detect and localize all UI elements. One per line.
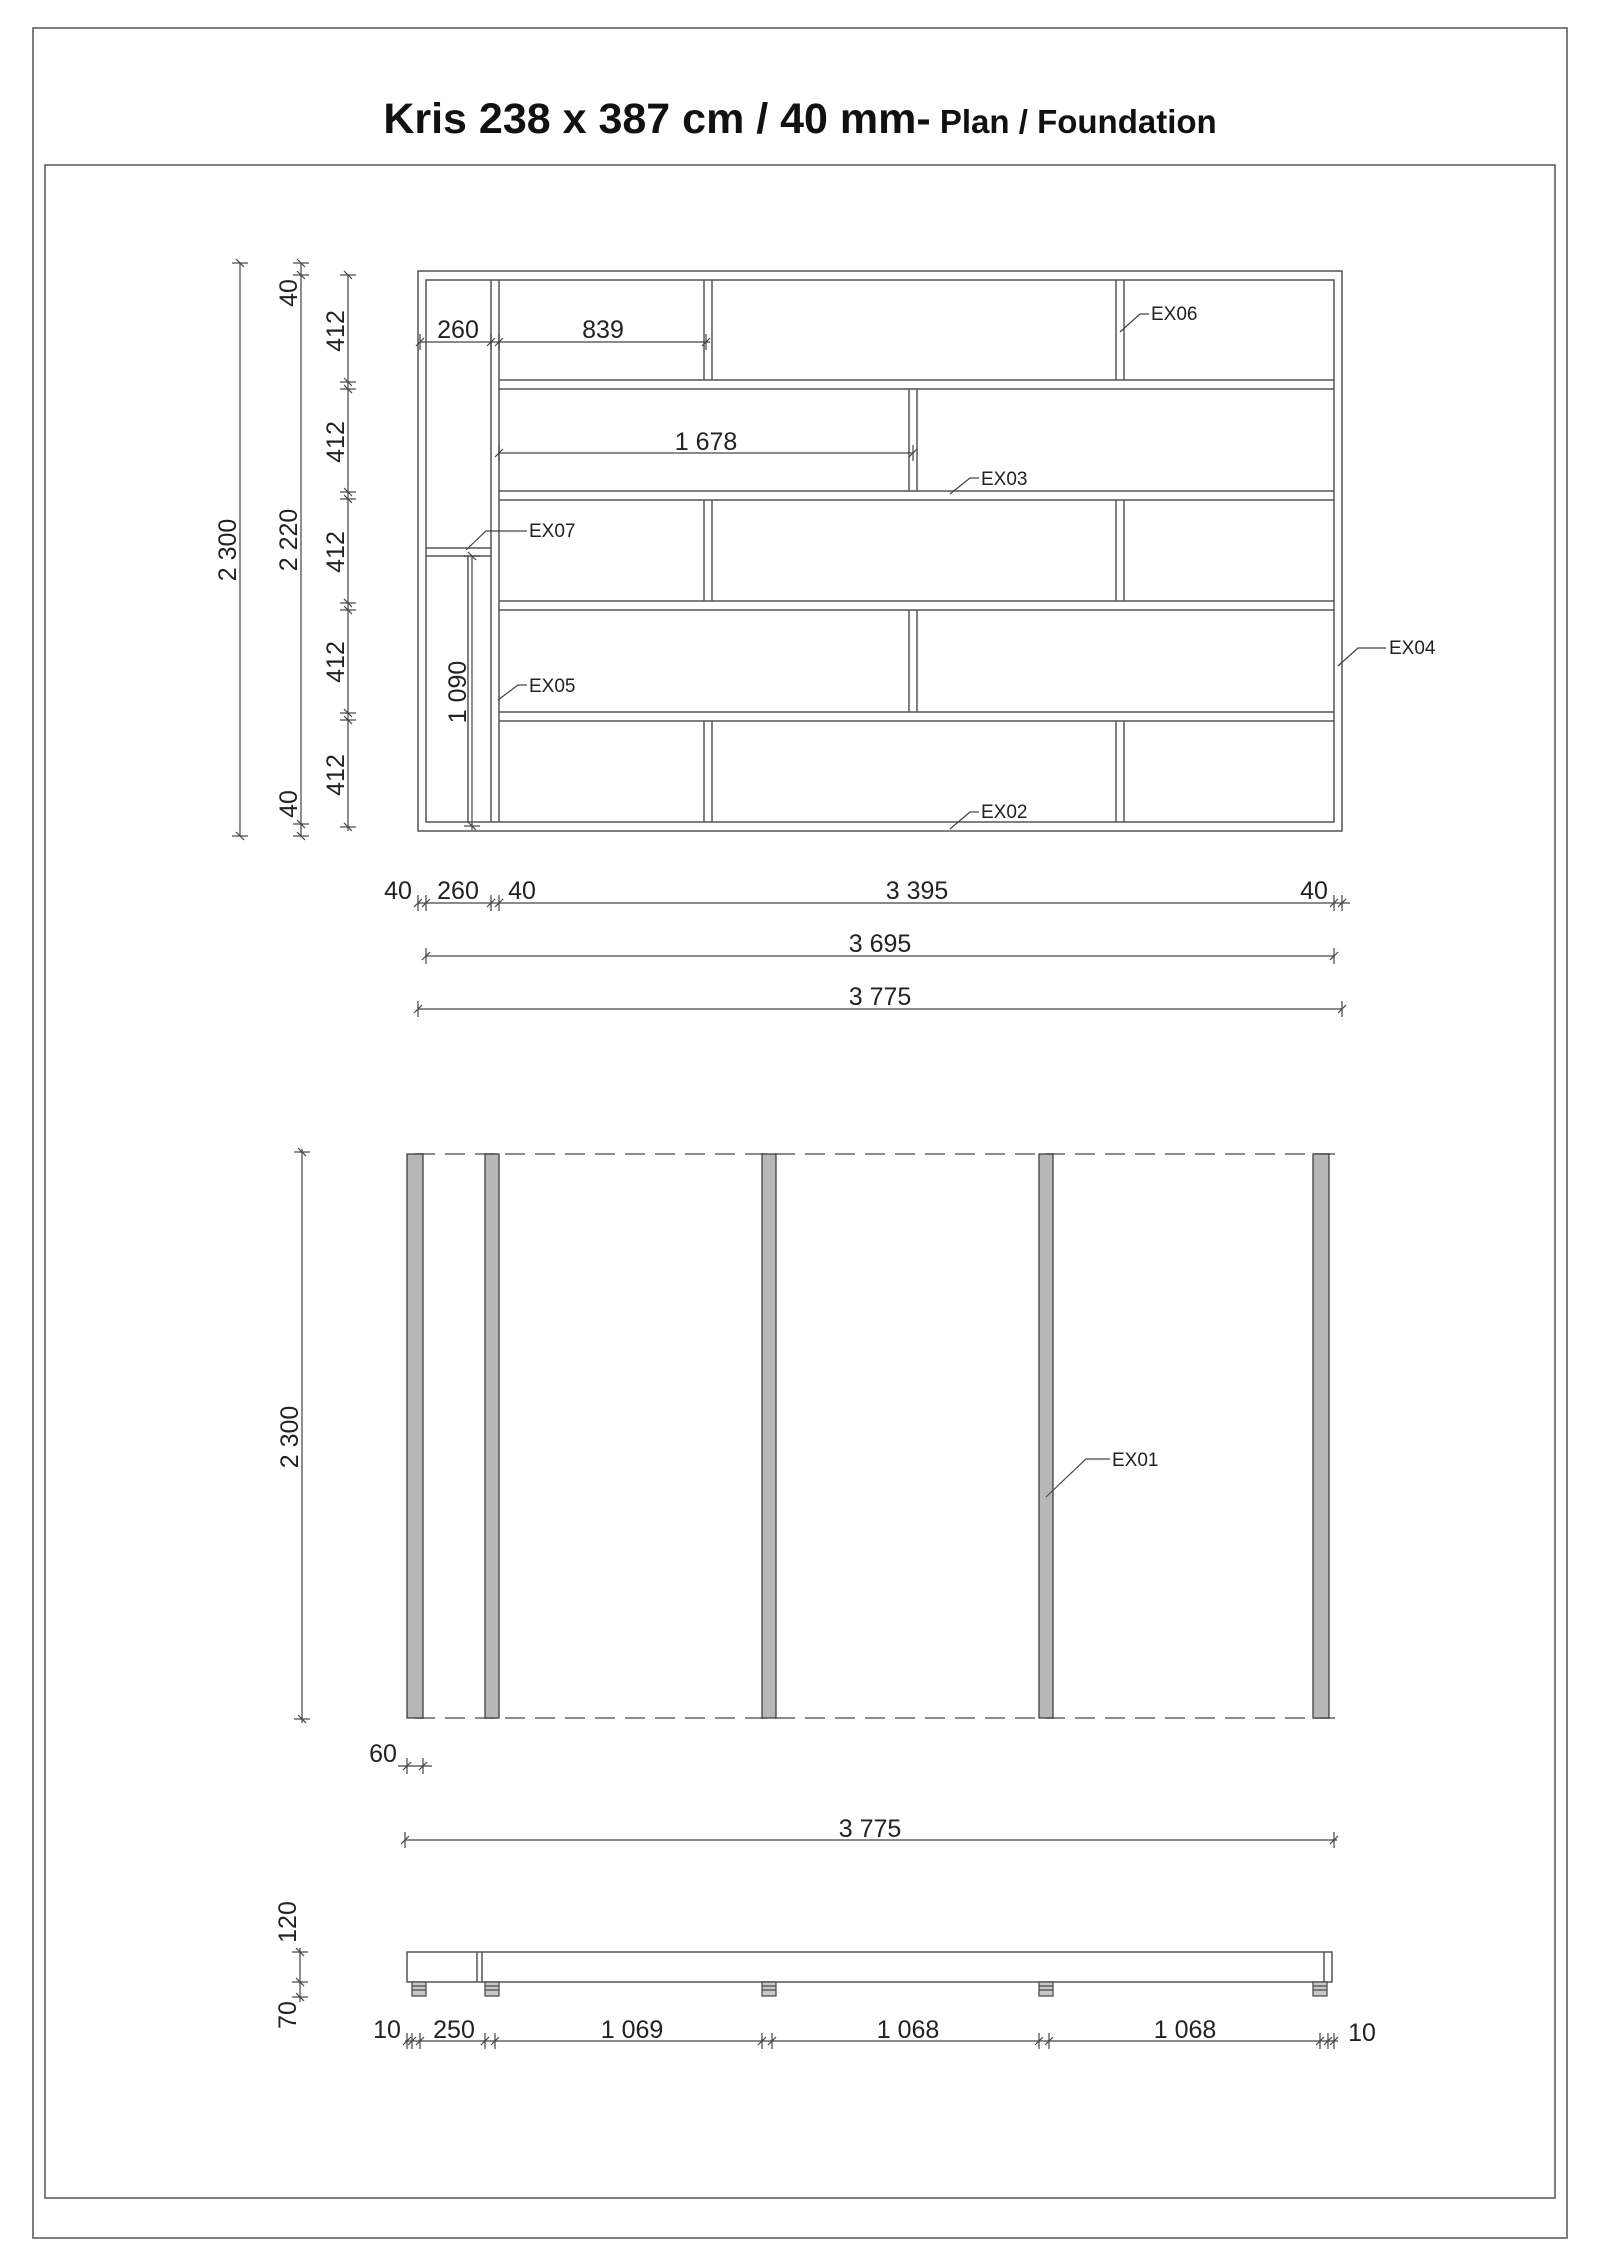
dim-overall-height: 2 300 bbox=[214, 518, 242, 582]
dim-bot-40-mid: 40 bbox=[508, 877, 536, 905]
foundation-beam bbox=[1039, 1154, 1053, 1718]
foundation-beam bbox=[407, 1154, 423, 1718]
dim-inner-width: 3 695 bbox=[848, 930, 912, 958]
title-main: Kris 238 x 387 cm / 40 mm- bbox=[383, 95, 931, 143]
floor-panel bbox=[407, 1952, 1332, 1982]
dim-bot-40-left: 40 bbox=[384, 877, 412, 905]
dim-course-4: 412 bbox=[322, 641, 350, 683]
dim-foundation-depth: 2 300 bbox=[276, 1405, 304, 1469]
plan-view bbox=[418, 271, 1342, 831]
foundation-view bbox=[407, 1154, 1336, 1718]
dim-course-2: 412 bbox=[322, 421, 350, 463]
foundation-dimension-lines bbox=[294, 1148, 1338, 1848]
label-ex06: EX06 bbox=[1151, 304, 1198, 325]
dim-height-70: 70 bbox=[274, 2001, 302, 2029]
foundation-beam bbox=[485, 1154, 499, 1718]
elevation-beams bbox=[412, 1982, 1327, 1996]
dim-bot-40-right: 40 bbox=[1300, 877, 1328, 905]
dim-course-3: 412 bbox=[322, 531, 350, 573]
label-ex01: EX01 bbox=[1112, 1450, 1159, 1471]
foundation-beam bbox=[762, 1154, 776, 1718]
dim-end-top: 40 bbox=[275, 279, 303, 307]
dim-foundation-width: 3 775 bbox=[838, 1815, 902, 1843]
dim-span-1068-b: 1 068 bbox=[1153, 2016, 1217, 2044]
plan-inner-wall bbox=[426, 280, 1334, 822]
plan-outer-wall bbox=[418, 271, 1342, 831]
dim-end-bottom: 40 bbox=[275, 790, 303, 818]
label-ex03: EX03 bbox=[981, 469, 1028, 490]
dim-bot-3395: 3 395 bbox=[885, 877, 949, 905]
dim-span-10-left: 10 bbox=[373, 2016, 401, 2044]
dim-span-1068-a: 1 068 bbox=[876, 2016, 940, 2044]
dim-span-250: 250 bbox=[433, 2016, 475, 2044]
plan-leaders bbox=[466, 314, 1386, 829]
elevation-view bbox=[407, 1952, 1332, 1982]
dim-height-120: 120 bbox=[274, 1901, 302, 1943]
dim-course-5: 412 bbox=[322, 754, 350, 796]
outer-frame bbox=[33, 28, 1567, 2238]
foundation-beam bbox=[1313, 1154, 1329, 1718]
label-ex05: EX05 bbox=[529, 676, 576, 697]
dim-board-839: 839 bbox=[582, 316, 624, 344]
dim-span-10-right: 10 bbox=[1348, 2019, 1376, 2047]
dim-beam-width: 60 bbox=[369, 1740, 397, 1768]
label-ex07: EX07 bbox=[529, 521, 576, 542]
dim-board-1678: 1 678 bbox=[674, 428, 738, 456]
dim-course-1: 412 bbox=[322, 310, 350, 352]
label-ex02: EX02 bbox=[981, 802, 1028, 823]
title-sub: Plan / Foundation bbox=[930, 103, 1217, 140]
label-ex04: EX04 bbox=[1389, 638, 1436, 659]
foundation-leaders bbox=[1046, 1459, 1110, 1497]
dim-overall-width: 3 775 bbox=[848, 983, 912, 1011]
dim-alcove-width: 260 bbox=[437, 316, 479, 344]
dim-alcove-height: 1 090 bbox=[444, 660, 472, 724]
dim-span-1069: 1 069 bbox=[600, 2016, 664, 2044]
dim-bot-260: 260 bbox=[437, 877, 479, 905]
dim-inner-height: 2 220 bbox=[275, 508, 303, 572]
